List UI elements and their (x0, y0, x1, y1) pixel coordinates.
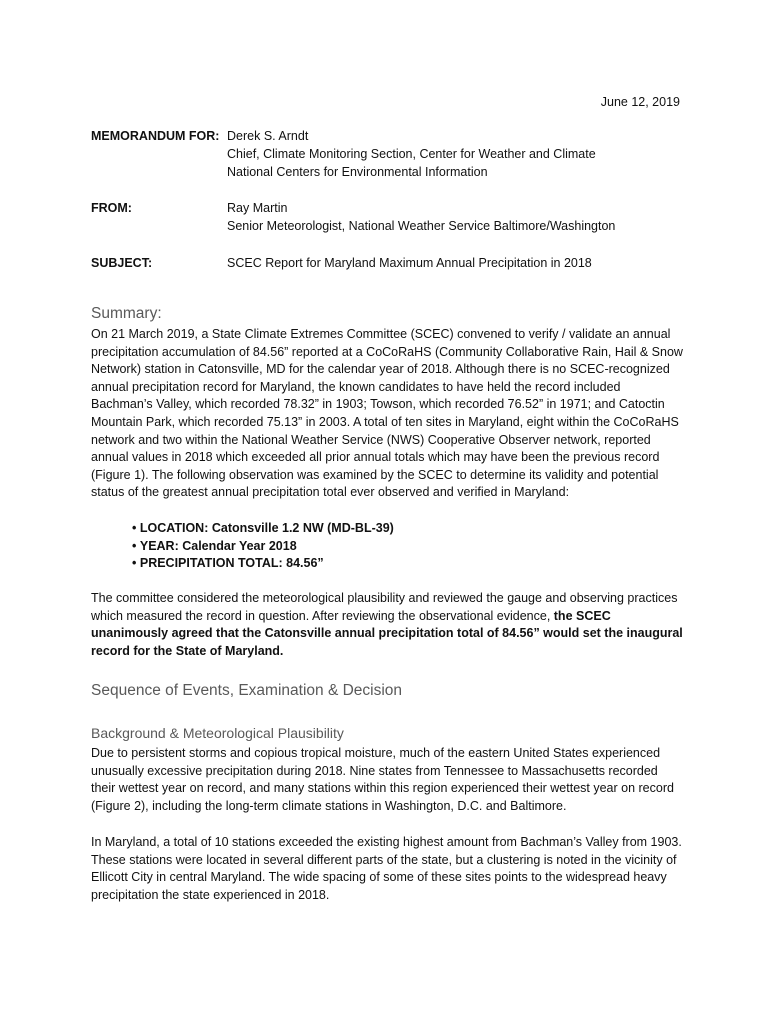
memo-from-title: Senior Meteorologist, National Weather Service Baltimore/Washington (227, 219, 616, 233)
memo-subject-value: SCEC Report for Maryland Maximum Annual Precipitation in 2018 (227, 256, 592, 270)
background-paragraph-2: In Maryland, a total of 10 stations exceeded the existing highest amount from Bachman’s Valley from 1903. These stations were located in several different parts of the state, but a clustering is noted in the vicinity of Ellicott City in central Maryland. The wide spacing of some of these sites points to the widespread heavy precipitation the state experienced in 2018. (91, 835, 682, 902)
bullet-precipitation-total: • PRECIPITATION TOTAL: 84.56” (132, 555, 394, 573)
bullet-location: • LOCATION: Catonsville 1.2 NW (MD-BL-39) (132, 520, 394, 538)
memo-for-label: MEMORANDUM FOR: (91, 129, 220, 143)
memo-for-name: Derek S. Arndt (227, 129, 309, 143)
memo-date: June 12, 2019 (600, 95, 680, 109)
summary-conclusion (91, 590, 683, 660)
summary-bullet-list (132, 520, 394, 573)
memo-for-value (227, 127, 596, 181)
memo-for-title: Chief, Climate Monitoring Section, Center for Weather and Climate (227, 147, 596, 161)
memo-subject-label: SUBJECT: (91, 256, 153, 270)
bullet-year: • YEAR: Calendar Year 2018 (132, 538, 394, 556)
background-heading: Background & Meteorological Plausibility (91, 725, 344, 741)
summary-paragraph: On 21 March 2019, a State Climate Extremes Committee (SCEC) convened to verify / validate an annual precipitation accumulation of 84.56” reported at a CoCoRaHS (Community Collaborative Rain, Hail & Snow Network) station in Catonsville, MD for the calendar year of 2018. Although there is no SCEC-recognized annual precipitation record for Maryland, the known candidates to have held the record included Bachman’s Valley, which recorded 78.32” in 1903; Towson, which recorded 76.52” in 1971; and Catoctin Mountain Park, which recorded 75.13” in 2003. A total of ten sites in Maryland, eight within the CoCoRaHS network and two within the National Weather Service (NWS) Cooperative Observer network, reported annual values in 2018 which exceeded all prior annual totals which may have been the previous record (Figure 1). The following observation was examined by the SCEC to determine its validity and potential status of the greatest annual precipitation total ever observed and verified in Maryland: (91, 327, 683, 500)
summary-heading: Summary: (91, 305, 162, 322)
sequence-heading: Sequence of Events, Examination & Decision (91, 682, 403, 699)
background-paragraph-1: Due to persistent storms and copious tropical moisture, much of the eastern United States experienced unusually excessive precipitation during 2018. Nine states from Tennessee to Massachusetts recorded their wettest year on record, and many stations within this region experienced their wettest year on record (Figure 2), including the long-term climate stations in Washington, D.C. and Baltimore. (91, 746, 674, 813)
memo-from-value (227, 199, 615, 235)
memo-from-label: FROM: (91, 201, 132, 215)
memo-for-org: National Centers for Environmental Information (227, 165, 488, 179)
conclusion-text: The committee considered the meteorological plausibility and reviewed the gauge and observing practices which measured the record in question. After reviewing the observational evidence, (91, 591, 678, 623)
conclusion-decision: the SCEC unanimously agreed that the Catonsville annual precipitation total of 84.56” would set the inaugural record for the State of Maryland. (91, 608, 683, 658)
memo-from-name: Ray Martin (227, 201, 288, 215)
